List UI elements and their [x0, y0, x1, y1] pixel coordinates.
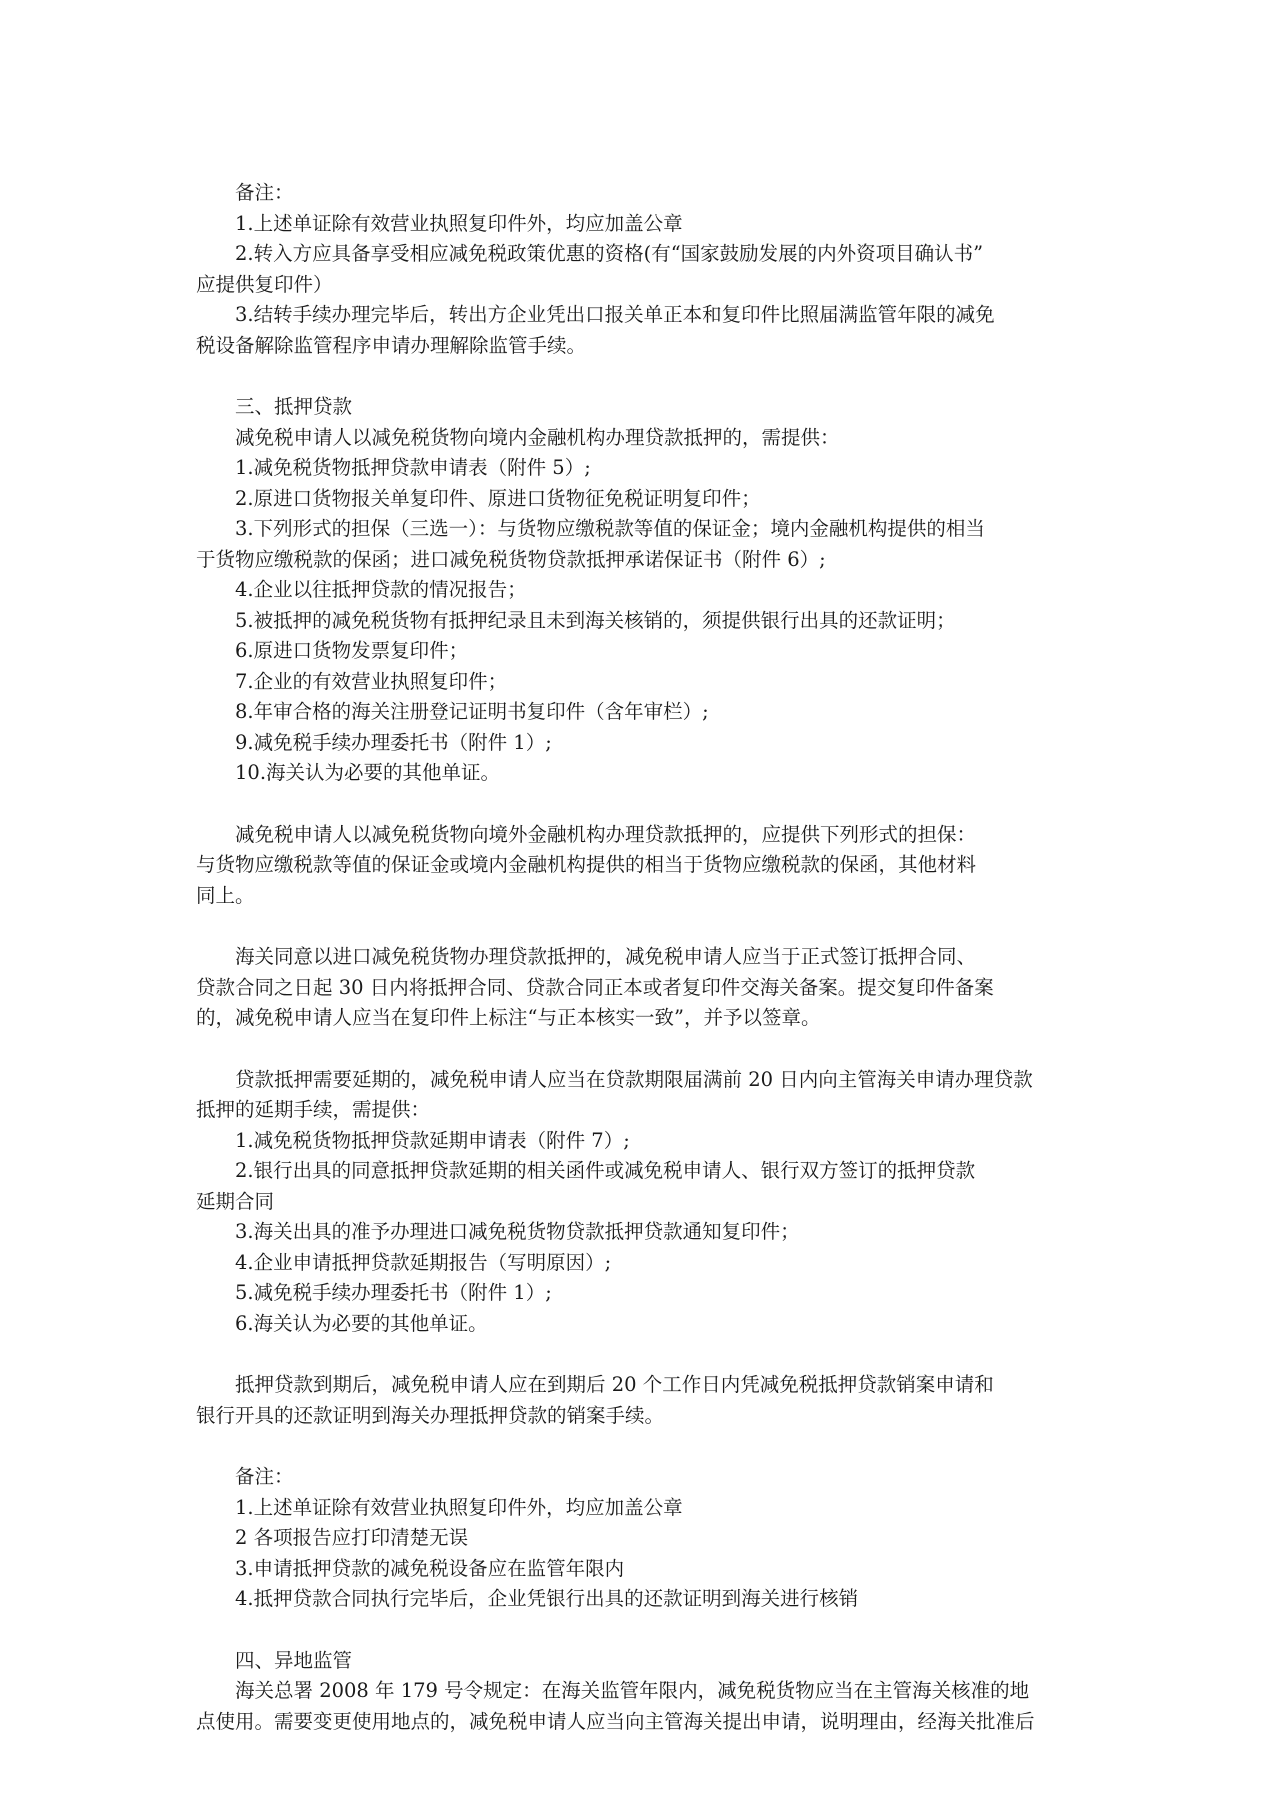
- section-heading: 三、抵押贷款: [235, 395, 353, 418]
- requirement-item: 6.原进口货物发票复印件；: [235, 639, 469, 662]
- requirement-item: 8.年审合格的海关注册登记证明书复印件（含年审栏）;: [235, 700, 709, 723]
- paragraph-line: 贷款合同之日起 30 日内将抵押合同、贷款合同正本或者复印件交海关备案。提交复印件备案: [196, 975, 994, 999]
- remarks-heading: 备注：: [235, 181, 294, 204]
- remarks-item: 4.抵押贷款合同执行完毕后，企业凭银行出具的还款证明到海关进行核销: [235, 1587, 859, 1610]
- remarks-heading: 备注：: [235, 1465, 294, 1488]
- document-body: [196, 178, 1101, 1737]
- requirement-item: 2.原进口货物报关单复印件、原进口货物征免税证明复印件；: [235, 486, 761, 510]
- spacer: [196, 361, 1101, 392]
- spacer: [196, 789, 1101, 820]
- requirement-item-continued: 于货物应缴税款的保函；进口减免税货物贷款抵押承诺保证书（附件 6）;: [196, 547, 826, 571]
- remarks-item-continued: 税设备解除监管程序申请办理解除监管手续。: [196, 333, 587, 357]
- section-intro: 减免税申请人以减免税货物向境内金融机构办理贷款抵押的，需提供：: [235, 425, 840, 449]
- requirement-item: 7.企业的有效营业执照复印件；: [235, 669, 508, 693]
- remarks-item: 2.转入方应具备享受相应减免税政策优惠的资格(有“国家鼓励发展的内外资项目确认书”: [235, 242, 984, 265]
- spacer: [196, 1034, 1101, 1065]
- remarks-item: 1.上述单证除有效营业执照复印件外，均应加盖公章: [235, 1495, 683, 1519]
- extension-item: 4.企业申请抵押贷款延期报告（写明原因）;: [235, 1250, 612, 1274]
- paragraph-line: 抵押的延期手续，需提供：: [196, 1098, 431, 1121]
- paragraph-line: 贷款抵押需要延期的，减免税申请人应当在贷款期限届满前 20 日内向主管海关申请办理贷款: [235, 1067, 1033, 1091]
- spacer: [196, 911, 1101, 942]
- paragraph-line: 的，减免税申请人应当在复印件上标注“与正本核实一致”，并予以签章。: [196, 1006, 821, 1029]
- remarks-item: 3.申请抵押贷款的减免税设备应在监管年限内: [235, 1556, 625, 1580]
- paragraph-line: 银行开具的还款证明到海关办理抵押贷款的销案手续。: [196, 1403, 665, 1427]
- requirement-item: 1.减免税货物抵押贷款申请表（附件 5）;: [235, 456, 591, 479]
- paragraph-line: 海关同意以进口减免税货物办理贷款抵押的，减免税申请人应当于正式签订抵押合同、: [235, 945, 977, 968]
- paragraph-line: 点使用。需要变更使用地点的，减免税申请人应当向主管海关提出申请，说明理由，经海关批准后: [196, 1709, 1035, 1733]
- spacer: [196, 1431, 1101, 1462]
- section-heading: 四、异地监管: [235, 1648, 353, 1672]
- remarks-item: 2 各项报告应打印清楚无误: [235, 1526, 469, 1549]
- extension-item: 3.海关出具的准予办理进口减免税货物贷款抵押贷款通知复印件；: [235, 1220, 800, 1243]
- paragraph-line: 与货物应缴税款等值的保证金或境内金融机构提供的相当于货物应缴税款的保函，其他材料: [196, 853, 977, 876]
- remarks-item: 3.结转手续办理完毕后，转出方企业凭出口报关单正本和复印件比照届满监管年限的减免: [235, 303, 995, 326]
- paragraph-line: 海关总署 2008 年 179 号令规定：在海关监管年限内，减免税货物应当在主管海关核准的地: [235, 1679, 1030, 1702]
- extension-item: 1.减免税货物抵押贷款延期申请表（附件 7）;: [235, 1128, 630, 1152]
- spacer: [196, 1339, 1101, 1370]
- requirement-item: 9.减免税手续办理委托书（附件 1）;: [235, 730, 552, 754]
- requirement-item: 10.海关认为必要的其他单证。: [235, 761, 501, 784]
- spacer: [196, 1615, 1101, 1646]
- remarks-item-continued: 应提供复印件）: [196, 272, 333, 296]
- requirement-item: 5.被抵押的减免税货物有抵押纪录且未到海关核销的，须提供银行出具的还款证明；: [235, 608, 956, 632]
- extension-item: 2.银行出具的同意抵押贷款延期的相关函件或减免税申请人、银行双方签订的抵押贷款: [235, 1159, 976, 1182]
- paragraph-line: 减免税申请人以减免税货物向境外金融机构办理贷款抵押的，应提供下列形式的担保：: [235, 822, 977, 846]
- requirement-item: 3.下列形式的担保（三选一）：与货物应缴税款等值的保证金；境内金融机构提供的相当: [235, 517, 985, 540]
- extension-item: 5.减免税手续办理委托书（附件 1）;: [235, 1281, 552, 1304]
- paragraph-line: 抵押贷款到期后，减免税申请人应在到期后 20 个工作日内凭减免税抵押贷款销案申请和: [235, 1373, 994, 1396]
- remarks-item: 1.上述单证除有效营业执照复印件外，均应加盖公章: [235, 211, 683, 235]
- extension-item: 6.海关认为必要的其他单证。: [235, 1311, 488, 1335]
- requirement-item: 4.企业以往抵押贷款的情况报告；: [235, 578, 527, 601]
- paragraph-line: 同上。: [196, 883, 255, 907]
- extension-item-continued: 延期合同: [196, 1189, 275, 1213]
